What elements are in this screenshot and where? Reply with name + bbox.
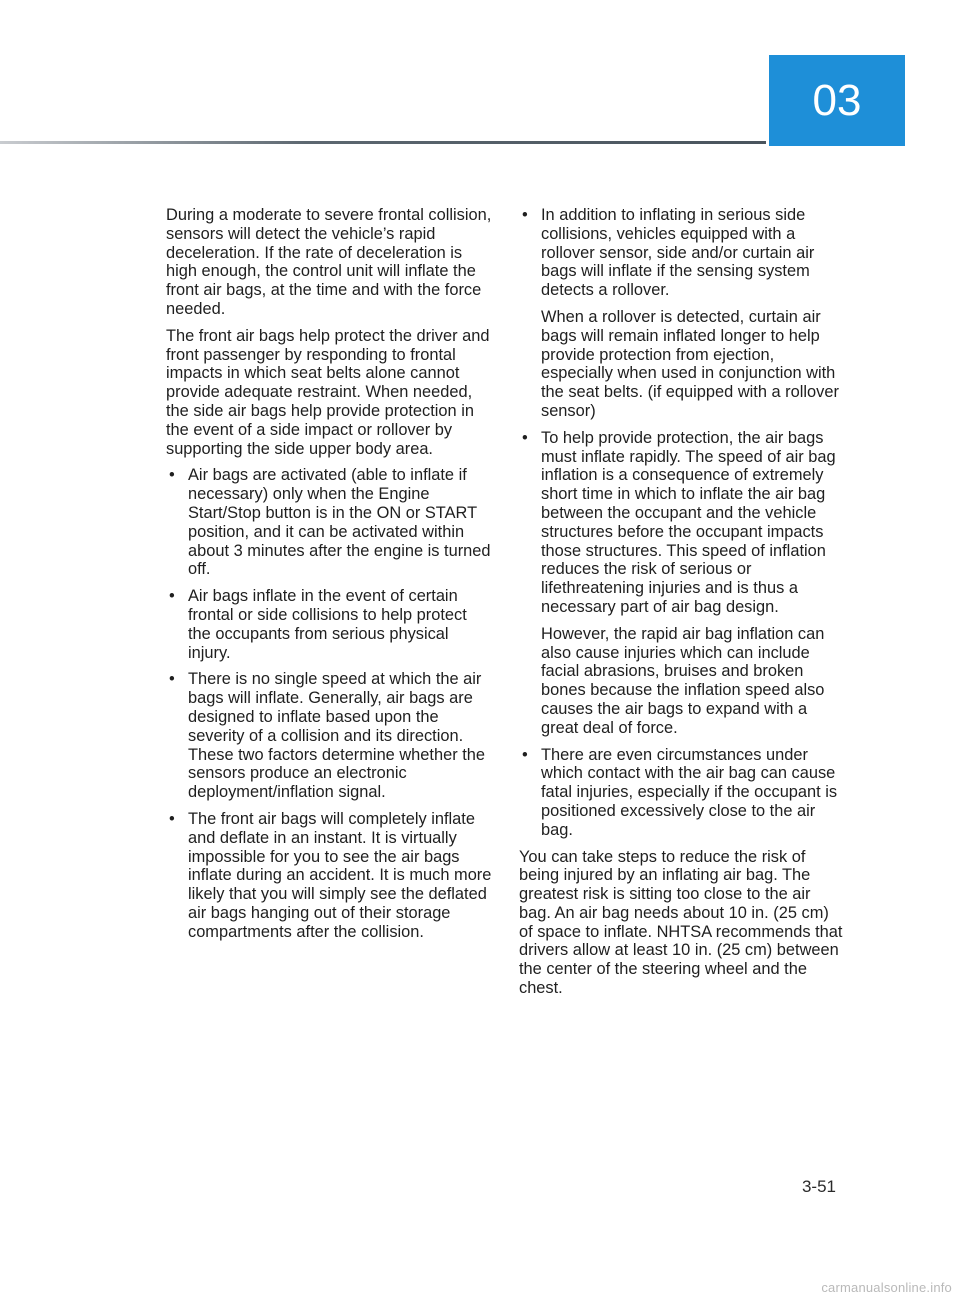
list-item-text: There is no single speed at which the air bags will inflate. Generally, air bags are designed to inflate based upon the severity of a collision and its direction. These two factors determine whether the sensors produce an electronic deployment/inflation signal. xyxy=(188,670,486,802)
left-column xyxy=(166,206,492,949)
list-item xyxy=(519,746,845,840)
bullet-icon: • xyxy=(169,809,175,828)
list-item xyxy=(166,466,492,579)
header-divider xyxy=(0,141,766,144)
page-number: 3-51 xyxy=(801,1177,836,1196)
list-item xyxy=(519,429,845,738)
list-item-text: The front air bags will completely inflate and deflate in an instant. It is virtually impossible for you to see the air bags inflate during an accident. It is much more likely that you will simply see the deflated air bags hanging out of their storage compartments after the collision. xyxy=(188,809,492,941)
left-bullet-list xyxy=(166,466,492,941)
list-item-text: Air bags are activated (able to inflate if necessary) only when the Engine Start/Stop button is in the ON or START position, and it can be activated within about 3 minutes after the engine is turned off. xyxy=(188,466,491,579)
right-bullet-list xyxy=(519,206,845,840)
list-item-text: There are even circumstances under which contact with the air bag can cause fatal injuries, especially if the occupant is positioned excessively close to the air bag. xyxy=(541,745,838,839)
bullet-icon: • xyxy=(169,670,175,689)
list-item-subparagraph: When a rollover is detected, curtain air bags will remain inflated longer to help provide protection from ejection, especially when used in conjunction with the seat belts. (if equipped with a rollover sensor) xyxy=(541,307,839,420)
watermark: carmanualsonline.info xyxy=(821,1280,952,1295)
right-column xyxy=(519,206,845,1006)
bullet-icon: • xyxy=(522,206,528,224)
intro-paragraph: During a moderate to severe frontal collision, sensors will detect the vehicle’s rapid deceleration. If the rate of deceleration is high enough, the control unit will inflate the front air bags, at the time and with the force needed. xyxy=(166,206,492,318)
bullet-icon: • xyxy=(169,587,175,606)
bullet-icon: • xyxy=(522,428,528,447)
list-item-text: Air bags inflate in the event of certain frontal or side collisions to help protect the occupants from serious physical injury. xyxy=(188,587,467,662)
list-item xyxy=(519,206,845,421)
list-item xyxy=(166,587,492,662)
chapter-tab: 03 xyxy=(769,55,905,146)
list-item-text: To help provide protection, the air bags must inflate rapidly. The speed of air bag inflation is a consequence of extremely short time in which to inflate the air bag between the occupant and the vehicle structures before the occupant impacts those structures. This speed of inflation reduces the risk of serious or lifethreatening injuries and is thus a necessary part of air bag design. xyxy=(541,428,836,616)
front-airbags-paragraph: The front air bags help protect the driver and front passenger by responding to frontal impacts in which seat belts alone cannot provide adequate restraint. When needed, the side air bags help provide protection in the event of a side impact or rollover by supporting the side upper body area. xyxy=(166,326,490,458)
bullet-icon: • xyxy=(522,745,528,764)
list-item-text: In addition to inflating in serious side collisions, vehicles equipped with a rollover sensor, side and/or curtain air bags will inflate if the sensing system detects a rollover. xyxy=(541,206,815,300)
bullet-icon: • xyxy=(169,466,175,485)
closing-paragraph: You can take steps to reduce the risk of being injured by an inflating air bag. The greatest risk is sitting too close to the air bag. An air bag needs about 10 in. (25 cm) of space to inflate. NHTSA recommends that drivers allow at least 10 in. (25 cm) between the center of the steering wheel and the chest. xyxy=(519,847,843,998)
list-item xyxy=(166,670,492,802)
list-item xyxy=(166,810,492,942)
list-item-subparagraph: However, the rapid air bag inflation can also cause injuries which can include facial abrasions, bruises and broken bones because the inflation speed also causes the air bags to expand with a great deal of force. xyxy=(541,624,825,737)
